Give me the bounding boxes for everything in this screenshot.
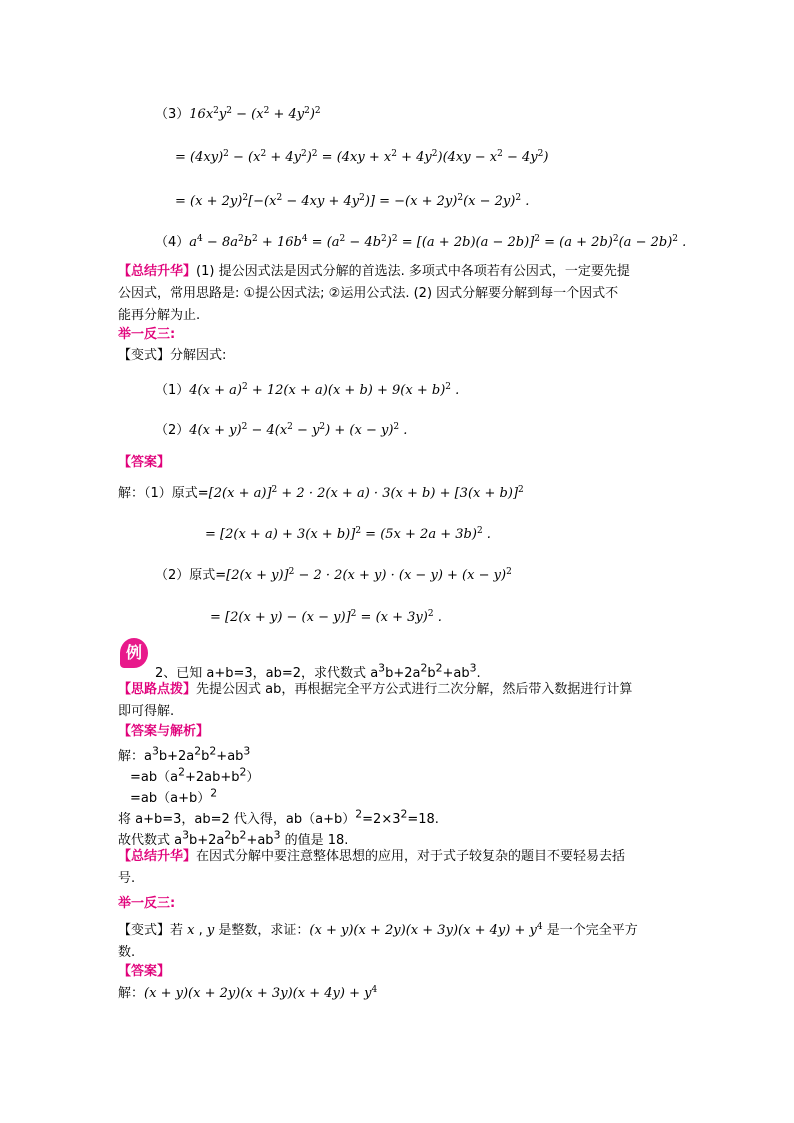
- text-run: 是一个完全平方: [542, 923, 638, 938]
- text-run: （1）: [155, 383, 190, 398]
- text-run: 将 a+b=3，ab=2 代入得，$ab(a+b)^2=2\times 3^2=18$.: [118, 808, 439, 828]
- section-tag: 举一反三:: [118, 896, 176, 911]
- text-line: [118, 454, 170, 472]
- formula: = $[2(x + y) - (x - y)]^2 = (x + 3y)^2$ .: [210, 609, 442, 625]
- section-tag: 【总结升华】: [118, 849, 197, 864]
- text-line: [130, 764, 259, 787]
- text-run: (1) 提公因式法是因式分解的首选法. 多项式中各项若有公因式，一定要先提: [196, 264, 630, 279]
- text-line: [118, 922, 638, 940]
- text-run: （2）: [155, 423, 190, 438]
- text-line: [155, 567, 512, 585]
- text-line: [210, 609, 442, 627]
- text-line: [118, 944, 135, 962]
- example-badge-icon: 例: [120, 638, 148, 668]
- formula: $a^4 - 8a^2b^2 + 16b^4 = (a^2 - 4b^2)^2 = [(a + 2b)(a - 2b)]^2 = (a + 2b)^2(a - 2b)^2$ .: [189, 234, 687, 250]
- text-run: ,: [194, 923, 207, 938]
- text-line: [118, 895, 175, 913]
- section-tag: 【答案与解析】: [118, 724, 210, 739]
- section-tag: 【总结升华】: [118, 264, 197, 279]
- text-run: 先提公因式 ab，再根据完全平方公式进行二次分解，然后带入数据进行计算: [196, 682, 633, 697]
- text-line: [118, 263, 630, 281]
- text-line: [175, 193, 529, 211]
- text-line: [155, 660, 481, 683]
- text-run: 在因式分解中要注意整体思想的应用，对于式子较复杂的题目不要轻易去括: [196, 849, 626, 864]
- text-run: 【变式】分解因式:: [118, 348, 227, 363]
- text-line: [205, 526, 491, 544]
- text-run: （2）原式=: [155, 568, 227, 583]
- text-line: [155, 422, 407, 440]
- text-run: 2、已知 a+b=3，ab=2，求代数式 $a^3b+2a^2b^2+ab^3$.: [155, 662, 481, 682]
- text-line: [118, 806, 439, 829]
- text-run: $=ab(a^2+2ab+b^2)$: [130, 766, 260, 786]
- text-line: [118, 485, 524, 503]
- text-line: [118, 347, 226, 365]
- text-line: [118, 285, 618, 303]
- text-line: [175, 149, 548, 167]
- formula: $4(x + y)^2 - 4(x^2 - y^2) + (x - y)^2$ .: [189, 422, 408, 438]
- text-run: 解：$a^3b+2a^2b^2+ab^3$: [118, 745, 251, 765]
- text-run: 故代数式 $a^3b+2a^2b^2+ab^3$ 的值是 18.: [118, 829, 349, 849]
- formula: $(x + y)(x + 2y)(x + 3y)(x + 4y) + y^4$: [309, 922, 543, 938]
- formula: $4(x + a)^2 + 12(x + a)(x + b) + 9(x + b)^2$ .: [189, 382, 460, 398]
- text-line: [118, 743, 250, 766]
- text-line: [118, 985, 377, 1003]
- text-line: [118, 963, 170, 981]
- text-line: [118, 307, 200, 325]
- text-run: 解：: [118, 986, 145, 1001]
- text-run: 【变式】若: [118, 923, 188, 938]
- formula: = $(x + 2y)^2[-(x^2 - 4xy + 4y^2)] = -(x + 2y)^2(x - 2y)^2$ .: [175, 193, 530, 209]
- text-line: [155, 234, 686, 252]
- text-run: $=ab(a+b)^2$: [130, 787, 218, 807]
- formula: $16x^2y^2 - (x^2 + 4y^2)^2$: [189, 106, 321, 122]
- text-line: [155, 106, 321, 124]
- text-line: [118, 326, 175, 344]
- text-run: （4）: [155, 235, 190, 250]
- text-line: [155, 382, 459, 400]
- text-run: 号.: [118, 871, 136, 886]
- formula: $[2(x + a)]^2 + 2 \cdot 2(x + a) \cdot 3(x + b) + [3(x + b)]^2$: [208, 485, 524, 501]
- formula: x: [187, 923, 195, 938]
- text-line: [118, 681, 632, 699]
- text-line: [118, 848, 625, 866]
- text-run: 能再分解为止.: [118, 308, 201, 323]
- text-run: 公因式，常用思路是: ①提公因式法; ②运用公式法. (2) 因式分解要分解到每一个因式不: [118, 286, 619, 301]
- section-tag: 【思路点拨】: [118, 682, 197, 697]
- formula: $[2(x + y)]^2 - 2 \cdot 2(x + y) \cdot (x - y) + (x - y)^2$: [226, 567, 512, 583]
- text-run: 数.: [118, 945, 136, 960]
- text-line: [118, 703, 174, 721]
- text-line: [118, 723, 209, 741]
- formula: = $(4xy)^2 - (x^2 + 4y^2)^2 = (4xy + x^2 + 4y^2)(4xy - x^2 - 4y^2)$: [175, 149, 549, 165]
- text-line: [118, 827, 348, 850]
- text-line: [118, 870, 135, 888]
- formula: $(x + y)(x + 2y)(x + 3y)(x + 4y) + y^4$: [144, 985, 378, 1001]
- formula: = $[2(x + a) + 3(x + b)]^2 = (5x + 2a + 3b)^2$ .: [205, 526, 491, 542]
- formula: y: [206, 923, 215, 938]
- text-run: 解：（1）原式=: [118, 486, 209, 501]
- text-line: [130, 785, 217, 808]
- text-run: 即可得解.: [118, 704, 175, 719]
- section-tag: 【答案】: [118, 964, 171, 979]
- text-run: （3）: [155, 107, 190, 122]
- text-run: 是整数，求证：: [214, 923, 310, 938]
- section-tag: 【答案】: [118, 455, 171, 470]
- section-tag: 举一反三:: [118, 327, 176, 342]
